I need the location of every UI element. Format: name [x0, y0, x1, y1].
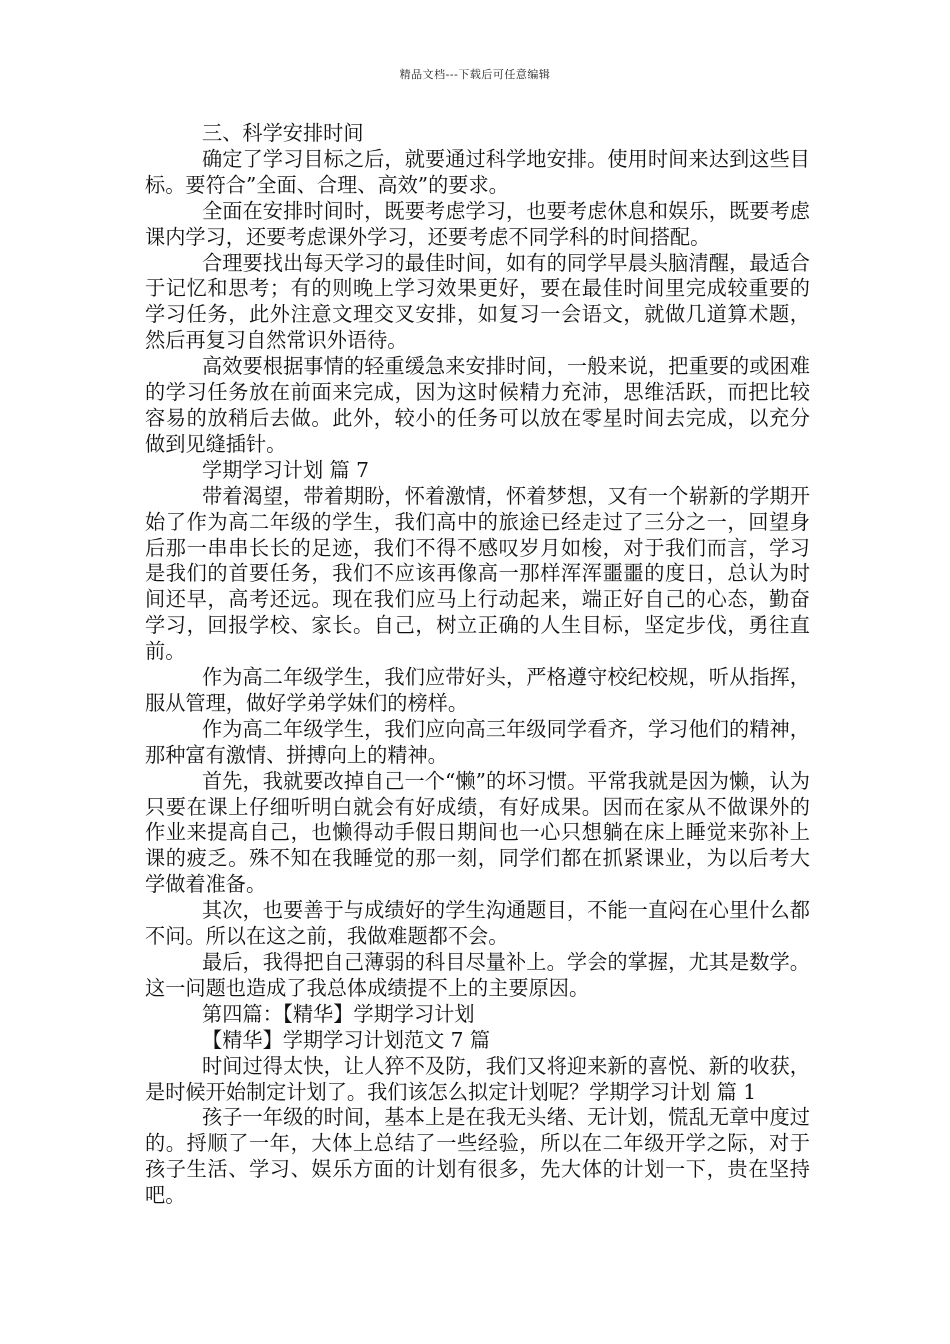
section-heading: 三、科学安排时间 [202, 121, 364, 145]
document-body [145, 121, 810, 1209]
paragraph: 全面在安排时间时，既要考虑学习，也要考虑休息和娱乐，既要考虑课内学习，还要考虑课外学习，还要考虑不同学科的时间搭配。 [145, 198, 810, 249]
paragraph: 作为高二年级学生，我们应带好头，严格遵守校纪校规，听从指挥，服从管理，做好学弟学妹们的榜样。 [145, 665, 810, 715]
paragraph: 合理要找出每天学习的最佳时间，如有的同学早晨头脑清醒，最适合于记忆和思考；有的则晚上学习效果更好，要在最佳时间里完成较重要的学习任务，此外注意文理交叉安排，如复习一会语文，就做几道算术题，然后再复习自然常识外语待。 [145, 250, 810, 353]
paragraph: 作为高二年级学生，我们应向高三年级同学看齐，学习他们的精神，那种富有激情、拼搏向上的精神。 [145, 716, 810, 767]
paragraph: 最后，我得把自己薄弱的科目尽量补上。学会的掌握，尤其是数学。这一问题也造成了我总体成绩提不上的主要原因。 [145, 950, 810, 1000]
page-header: 精品文档---下载后可任意编辑 [399, 68, 551, 81]
paragraph: 其次，也要善于与成绩好的学生沟通题目，不能一直闷在心里什么都不问。所以在这之前，我做难题都不会。 [145, 898, 810, 949]
paragraph: 确定了学习目标之后，就要通过科学地安排。使用时间来达到这些目标。要符合”全面、合理、高效”的要求。 [145, 146, 810, 197]
section-heading: 学期学习计划 篇 7 [202, 457, 369, 482]
paragraph: 时间过得太快，让人猝不及防，我们又将迎来新的喜悦、新的收获，是时候开始制定计划了。我们该怎么拟定计划呢？学期学习计划 篇 1 [145, 1053, 810, 1104]
paragraph: 孩子一年级的时间，基本上是在我无头绪、无计划，慌乱无章中度过的。捋顺了一年，大体上总结了一些经验，所以在二年级开学之际，对于孩子生活、学习、娱乐方面的计划有很多，先大体的计划一下，贵在坚持吧。 [145, 1105, 810, 1208]
section-heading: 【精华】学期学习计划范文 7 篇 [202, 1027, 491, 1052]
paragraph: 高效要根据事情的轻重缓急来安排时间，一般来说，把重要的或困难的学习任务放在前面来完成，因为这时候精力充沛，思维活跃，而把比较容易的放稍后去做。此外，较小的任务可以放在零星时间去完成，以充分做到见缝插针。 [145, 354, 810, 456]
paragraph: 首先，我就要改掉自己一个“懒”的坏习惯。平常我就是因为懒，认为只要在课上仔细听明白就会有好成绩，有好成果。因而在家从不做课外的作业来提高自己，也懒得动手假日期间也一心只想躺在床上睡觉来弥补上课的疲乏。殊不知在我睡觉的那一刻，同学们都在抓紧课业，为以后考大学做着准备。 [145, 768, 810, 897]
section-heading: 第四篇：【精华】学期学习计划 [202, 1001, 475, 1026]
paragraph: 带着渴望，带着期盼，怀着激情，怀着梦想，又有一个崭新的学期开始了作为高二年级的学生，我们高中的旅途已经走过了三分之一，回望身后那一串串长长的足迹，我们不得不感叹岁月如梭，对于我们而言，学习是我们的首要任务，我们不应该再像高一那样浑浑噩噩的度日，总认为时间还早，高考还远。现在我们应马上行动起来，端正好自己的心态，勤奋学习，回报学校、家长。自己，树立正确的人生目标，坚定步伐，勇往直前。 [145, 483, 810, 664]
